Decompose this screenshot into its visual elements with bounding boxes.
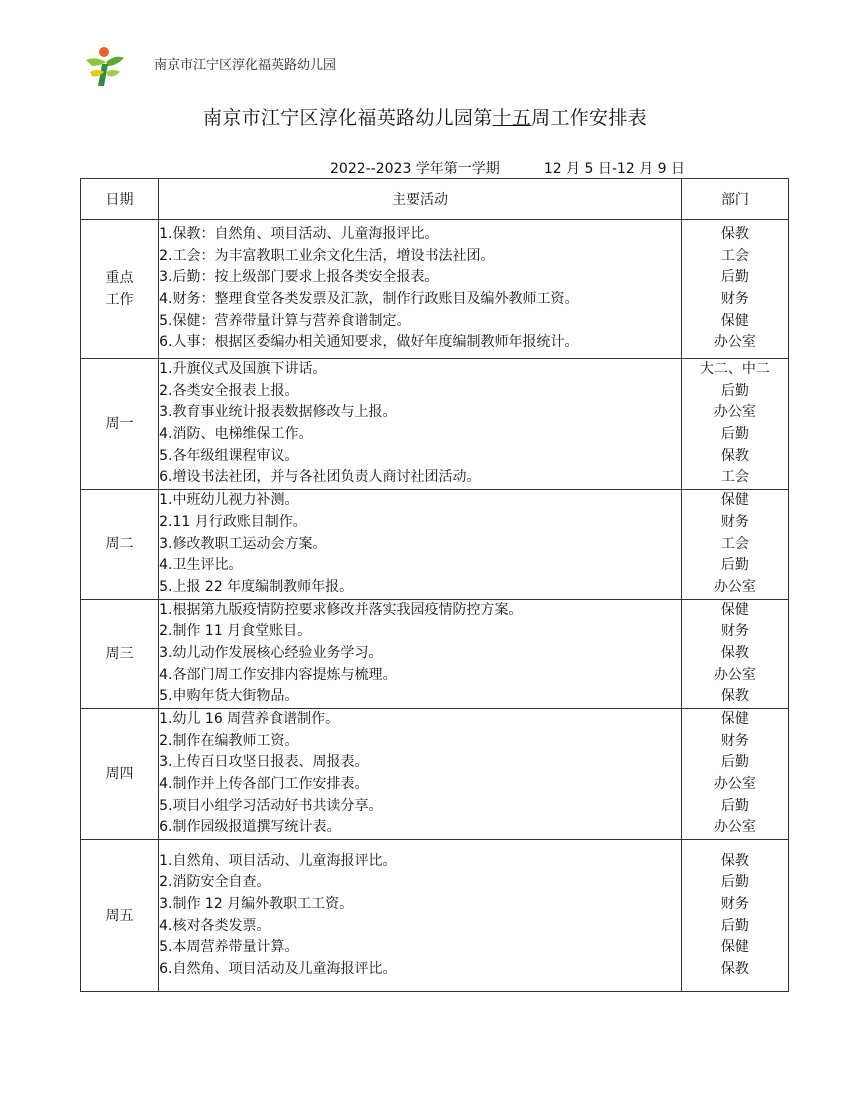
day-cell <box>81 840 159 992</box>
department-item: 后勤 <box>720 797 749 814</box>
activities-cell <box>159 490 682 599</box>
page-title <box>0 103 850 130</box>
day-label: 周二 <box>105 536 134 553</box>
activity-item: 2.消防安全自查。 <box>159 874 271 891</box>
table-row <box>81 220 789 359</box>
activity-item: 1.中班幼儿视力补测。 <box>159 492 299 509</box>
activity-item: 5.保健：营养带量计算与营养食谱制定。 <box>159 312 411 329</box>
activity-item: 1.根据第九版疫情防控要求修改并落实我园疫情防控方案。 <box>159 601 523 618</box>
department-item: 保教 <box>720 961 749 977</box>
title-week-number: 十五 <box>492 107 532 129</box>
day-cell <box>81 359 159 490</box>
activity-item: 3.修改教职工运动会方案。 <box>159 535 327 552</box>
department-item: 后勤 <box>720 754 749 771</box>
activity-item: 5.本周营养带量计算。 <box>159 939 299 956</box>
table-header-row <box>81 179 789 220</box>
department-item: 保教 <box>720 447 749 464</box>
title-suffix: 周工作安排表 <box>531 107 647 129</box>
activity-item: 3.制作 12 月编外教职工工资。 <box>159 895 354 912</box>
department-item: 工会 <box>720 535 749 552</box>
activity-item: 6.人事：根据区委编办相关通知要求，做好年度编制教师年报统计。 <box>159 334 579 351</box>
table-row <box>81 490 789 599</box>
schedule-table <box>80 178 789 992</box>
department-item: 财务 <box>720 623 749 640</box>
day-label: 重点 <box>105 270 134 286</box>
activities-cell <box>159 840 682 992</box>
activities-cell <box>159 220 682 359</box>
activity-item: 2.制作 11 月食堂账目。 <box>159 623 312 640</box>
org-name: 南京市江宁区淳化福英路幼儿园 <box>154 58 337 73</box>
activity-item: 6.增设书法社团，并与各社团负责人商讨社团活动。 <box>159 469 481 486</box>
departments-cell <box>681 599 788 708</box>
table-row <box>81 709 789 840</box>
activity-item: 4.核对各类发票。 <box>159 917 271 934</box>
department-item: 保教 <box>720 225 749 242</box>
activity-item: 1.保教：自然角、项目活动、儿童海报评比。 <box>159 225 439 242</box>
semester-dates: 12 月 5 日-12 月 9 日 <box>543 161 686 177</box>
day-label: 周五 <box>105 907 134 924</box>
school-logo-icon <box>82 46 126 88</box>
department-item: 大二、中二 <box>699 361 770 377</box>
header-date: 日期 <box>81 179 159 220</box>
department-item: 后勤 <box>720 269 749 286</box>
department-item: 后勤 <box>720 917 749 934</box>
department-item: 办公室 <box>713 404 756 421</box>
department-item: 财务 <box>720 732 749 749</box>
activity-item: 5.项目小组学习活动好书共读分享。 <box>159 797 383 814</box>
page-header <box>82 46 482 88</box>
department-item: 财务 <box>720 291 749 307</box>
table-row <box>81 359 789 490</box>
activities-cell <box>159 359 682 490</box>
departments-cell <box>681 709 788 840</box>
department-item: 工会 <box>720 247 749 264</box>
department-item: 办公室 <box>713 819 756 836</box>
department-item: 办公室 <box>713 666 756 683</box>
department-item: 后勤 <box>720 874 749 891</box>
activity-item: 2.工会：为丰富教职工业余文化生活，增设书法社团。 <box>159 247 495 264</box>
semester-term: 2022--2023 学年第一学期 <box>330 161 500 177</box>
activity-item: 2.各类安全报表上报。 <box>159 382 299 399</box>
department-item: 办公室 <box>713 334 756 351</box>
department-item: 办公室 <box>713 578 756 595</box>
semester-line <box>330 158 685 178</box>
department-item: 保健 <box>720 711 749 727</box>
activity-item: 3.上传百日攻坚日报表、周报表。 <box>159 754 369 771</box>
activity-item: 5.申购年货大街物品。 <box>159 688 299 705</box>
department-item: 保健 <box>720 312 749 329</box>
activity-item: 5.各年级组课程审议。 <box>159 447 299 464</box>
activity-item: 1.升旗仪式及国旗下讲话。 <box>159 361 327 377</box>
activities-cell <box>159 599 682 708</box>
department-item: 工会 <box>720 469 749 486</box>
activity-item: 3.教育事业统计报表数据修改与上报。 <box>159 404 397 421</box>
department-item: 保健 <box>720 492 749 509</box>
day-label: 周一 <box>105 416 134 433</box>
department-item: 保健 <box>720 601 749 618</box>
departments-cell <box>681 359 788 490</box>
departments-cell <box>681 840 788 992</box>
activity-item: 6.制作园级报道撰写统计表。 <box>159 819 341 836</box>
day-label: 周四 <box>105 766 134 783</box>
day-label: 工作 <box>105 292 134 308</box>
day-label: 周三 <box>105 645 134 662</box>
department-item: 后勤 <box>720 426 749 443</box>
activity-item: 3.幼儿动作发展核心经验业务学习。 <box>159 644 383 661</box>
activity-item: 4.各部门周工作安排内容提炼与梳理。 <box>159 666 397 683</box>
day-cell <box>81 599 159 708</box>
activity-item: 4.制作并上传各部门工作安排表。 <box>159 776 369 793</box>
department-item: 后勤 <box>720 557 749 574</box>
activity-item: 2.11 月行政账目制作。 <box>159 513 307 530</box>
department-item: 财务 <box>720 895 749 912</box>
department-item: 办公室 <box>713 776 756 793</box>
activity-item: 5.上报 22 年度编制教师年报。 <box>159 578 354 595</box>
activity-item: 4.财务：整理食堂各类发票及汇款，制作行政账目及编外教师工资。 <box>159 291 579 307</box>
departments-cell <box>681 220 788 359</box>
activity-item: 1.幼儿 16 周营养食谱制作。 <box>159 711 340 727</box>
day-cell <box>81 220 159 359</box>
activities-cell <box>159 709 682 840</box>
table-row <box>81 599 789 708</box>
department-item: 保健 <box>720 939 749 956</box>
title-prefix: 南京市江宁区淳化福英路幼儿园第 <box>203 107 493 129</box>
header-activities: 主要活动 <box>159 179 682 220</box>
department-item: 保教 <box>720 644 749 661</box>
activity-item: 2.制作在编教师工资。 <box>159 732 299 749</box>
activity-item: 4.消防、电梯维保工作。 <box>159 426 313 443</box>
day-cell <box>81 490 159 599</box>
activity-item: 6.自然角、项目活动及儿童海报评比。 <box>159 961 397 977</box>
activity-item: 3.后勤：按上级部门要求上报各类安全报表。 <box>159 269 439 286</box>
department-item: 财务 <box>720 513 749 530</box>
activity-item: 4.卫生评比。 <box>159 557 243 574</box>
table-row <box>81 840 789 992</box>
activity-item: 1.自然角、项目活动、儿童海报评比。 <box>159 852 397 869</box>
day-cell <box>81 709 159 840</box>
department-item: 保教 <box>720 852 749 869</box>
header-department: 部门 <box>681 179 788 220</box>
department-item: 保教 <box>720 688 749 705</box>
departments-cell <box>681 490 788 599</box>
schedule-body <box>81 220 789 992</box>
department-item: 后勤 <box>720 382 749 399</box>
